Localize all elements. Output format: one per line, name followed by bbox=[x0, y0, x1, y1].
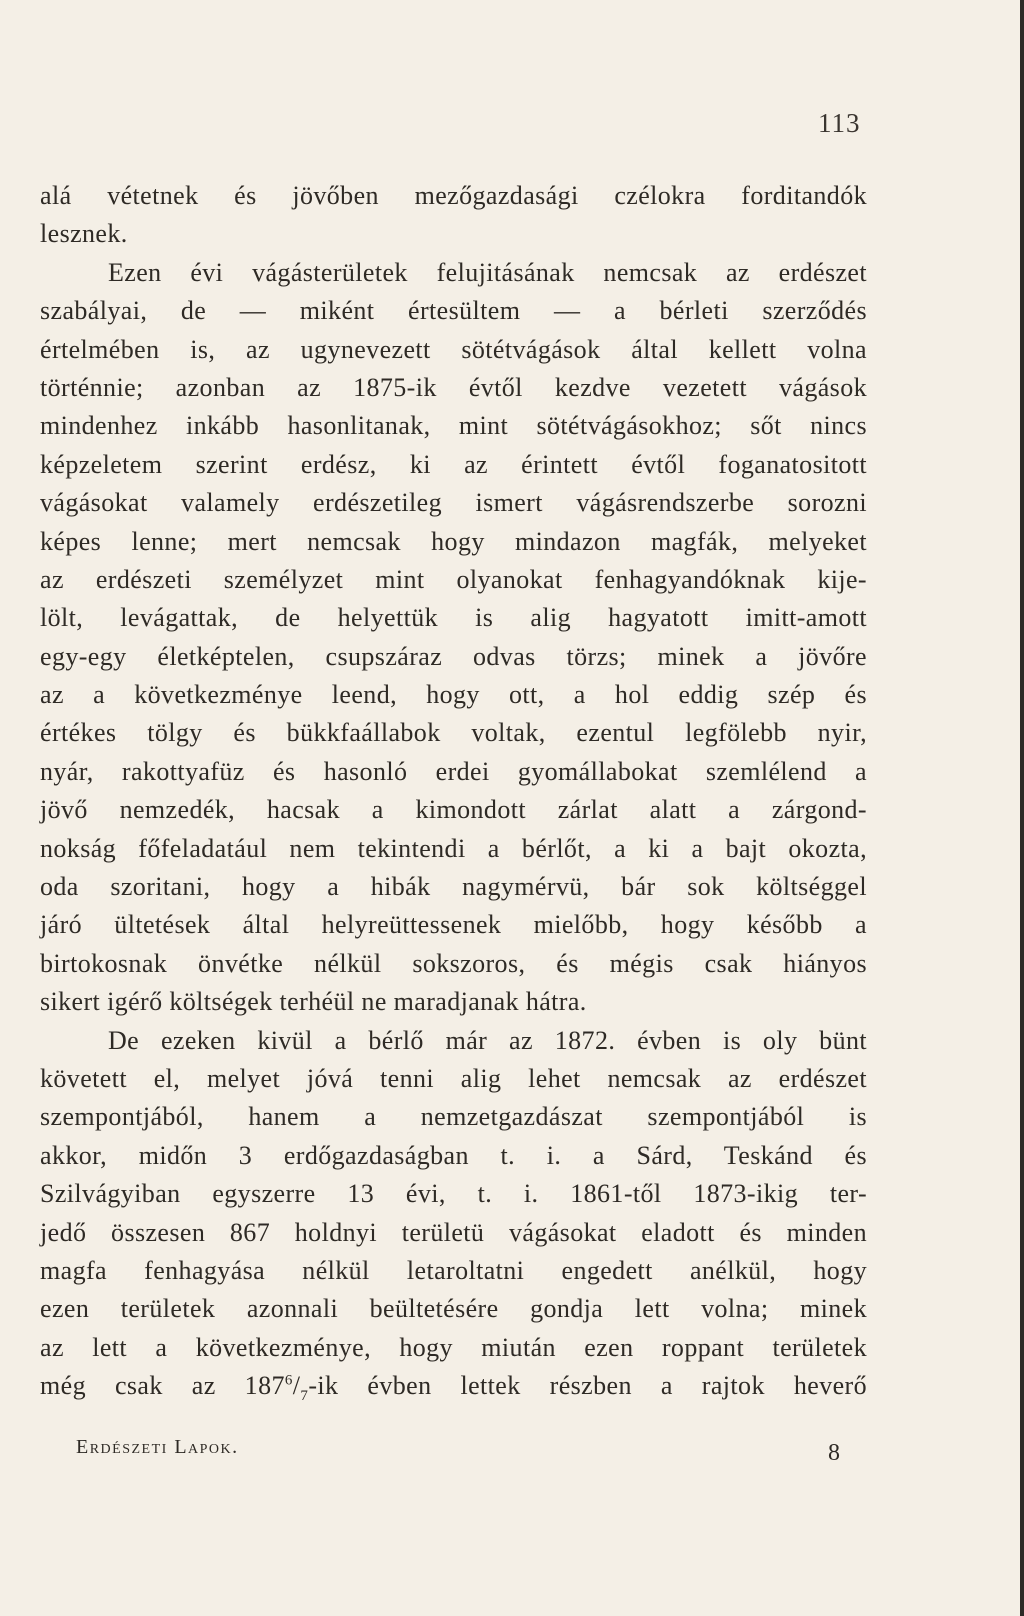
journal-title: Erdészeti Lapok. bbox=[76, 1436, 239, 1458]
text-line-content: szempontjából, hanem a nemzetgazdászat szempontjából is bbox=[40, 1102, 867, 1132]
text-line bbox=[40, 676, 867, 714]
fraction-denominator: 7 bbox=[300, 1388, 309, 1405]
text-line-content: lölt, levágattak, de helyettük is alig hagyatott imitt-amott bbox=[40, 603, 867, 633]
text-line bbox=[40, 1022, 867, 1060]
text-line-content: az a következménye leend, hogy ott, a hol eddig szép és bbox=[40, 680, 867, 710]
text-line-content: ezen területek azonnali beültetésére gondja lett volna; minek bbox=[40, 1294, 867, 1324]
text-line bbox=[40, 1060, 867, 1098]
text-line-content: magfa fenhagyása nélkül letaroltatni engedett anélkül, hogy bbox=[40, 1255, 867, 1285]
page-edge bbox=[1020, 0, 1024, 1616]
text-line-content: alá vétetnek és jövőben mezőgazdasági czélokra forditandók bbox=[40, 181, 867, 210]
text-line bbox=[40, 1098, 867, 1136]
text-line bbox=[40, 1329, 867, 1367]
text-line-content: jövő nemzedék, hacsak a kimondott zárlat alatt a zárgond- bbox=[40, 795, 867, 825]
text-line bbox=[40, 868, 867, 906]
text-line-content: De ezeken kivül a bérlő már az 1872. évben is oly bünt bbox=[108, 1025, 867, 1055]
text-line bbox=[40, 523, 867, 561]
text-line-content: járó ültetések által helyreüttessenek mielőbb, hogy később a bbox=[40, 910, 867, 940]
text-line-content: még csak az 187 bbox=[40, 1371, 285, 1401]
final-line-wrap bbox=[40, 1371, 867, 1405]
text-line-content: értékes tölgy és bükkfaállabok voltak, ezentul legfölebb nyir, bbox=[40, 718, 867, 748]
text-line bbox=[40, 1367, 867, 1405]
page-number: 113 bbox=[818, 108, 861, 138]
text-line bbox=[40, 292, 867, 330]
text-line bbox=[40, 1252, 867, 1290]
text-line bbox=[40, 906, 867, 944]
text-line bbox=[40, 714, 867, 752]
fraction-numerator: 6 bbox=[284, 1372, 293, 1389]
text-line-content: Szilvágyiban egyszerre 13 évi, t. i. 1861-től 1873-ikig ter- bbox=[40, 1179, 867, 1209]
text-line-content: történnie; azonban az 1875-ik évtől kezdve vezetett vágások bbox=[40, 372, 867, 402]
text-line-content: szabályai, de — miként értesültem — a bérleti szerződés bbox=[40, 296, 867, 326]
text-line-content: jedő összesen 867 holdnyi területü vágásokat eladott és minden bbox=[40, 1217, 867, 1247]
text-line bbox=[40, 177, 867, 215]
text-line bbox=[40, 215, 867, 253]
body-text bbox=[40, 177, 867, 1406]
text-line-content: követett el, melyet jóvá tenni alig lehet nemcsak az erdészet bbox=[40, 1063, 867, 1093]
text-line bbox=[40, 254, 867, 292]
text-line-content: képes lenne; mert nemcsak hogy mindazon magfák, melyeket bbox=[40, 526, 867, 556]
text-line bbox=[40, 1175, 867, 1213]
text-line-content: az lett a következménye, hogy miután ezen roppant területek bbox=[40, 1332, 867, 1362]
text-line bbox=[40, 331, 867, 369]
text-line-content: birtokosnak önvétke nélkül sokszoros, és mégis csak hiányos bbox=[40, 948, 867, 978]
text-line bbox=[40, 1290, 867, 1328]
text-line-content: képzeletem szerint erdész, ki az érintett évtől foganatositott bbox=[40, 449, 867, 479]
text-line bbox=[40, 791, 867, 829]
text-line-content: oda szoritani, hogy a hibák nagymérvü, bár sok költséggel bbox=[40, 872, 867, 902]
text-line bbox=[40, 1137, 867, 1175]
text-line-content: egy-egy életképtelen, csupszáraz odvas törzs; minek a jövőre bbox=[40, 641, 867, 671]
text-line bbox=[40, 753, 867, 791]
text-line bbox=[40, 446, 867, 484]
signature-mark: 8 bbox=[828, 1440, 840, 1466]
text-line-content: nyár, rakottyafüz és hasonló erdei gyomállabokat szemlélend a bbox=[40, 756, 867, 786]
text-line bbox=[40, 638, 867, 676]
fraction-slash: / bbox=[292, 1371, 301, 1401]
text-line-content: mindenhez inkább hasonlitanak, mint sötétvágásokhoz; sőt nincs bbox=[40, 411, 867, 441]
text-line bbox=[40, 484, 867, 522]
text-line bbox=[40, 1214, 867, 1252]
text-line-content: vágásokat valamely erdészetileg ismert vágásrendszerbe sorozni bbox=[40, 488, 867, 518]
text-line-content: az erdészeti személyzet mint olyanokat fenhagyandóknak kije- bbox=[40, 564, 867, 594]
text-line-content: -ik évben lettek részben a rajtok heverő bbox=[308, 1371, 867, 1401]
text-line bbox=[40, 369, 867, 407]
text-line bbox=[40, 983, 867, 1021]
text-line bbox=[40, 561, 867, 599]
text-line bbox=[40, 407, 867, 445]
text-line-content: Ezen évi vágásterületek felujitásának nemcsak az erdészet bbox=[108, 257, 867, 287]
text-line-content: nokság főfeladatául nem tekintendi a bérlőt, a ki a bajt okozta, bbox=[40, 833, 867, 863]
text-line-content: értelmében is, az ugynevezett sötétvágások által kellett volna bbox=[40, 334, 867, 364]
text-line-content: lesznek. bbox=[40, 219, 128, 249]
text-line bbox=[40, 945, 867, 983]
text-line-content: sikert igérő költségek terhéül ne maradjanak hátra. bbox=[40, 987, 587, 1017]
text-line-content: akkor, midőn 3 erdőgazdaságban t. i. a Sárd, Teskánd és bbox=[40, 1140, 867, 1170]
text-line bbox=[40, 830, 867, 868]
text-line bbox=[40, 599, 867, 637]
